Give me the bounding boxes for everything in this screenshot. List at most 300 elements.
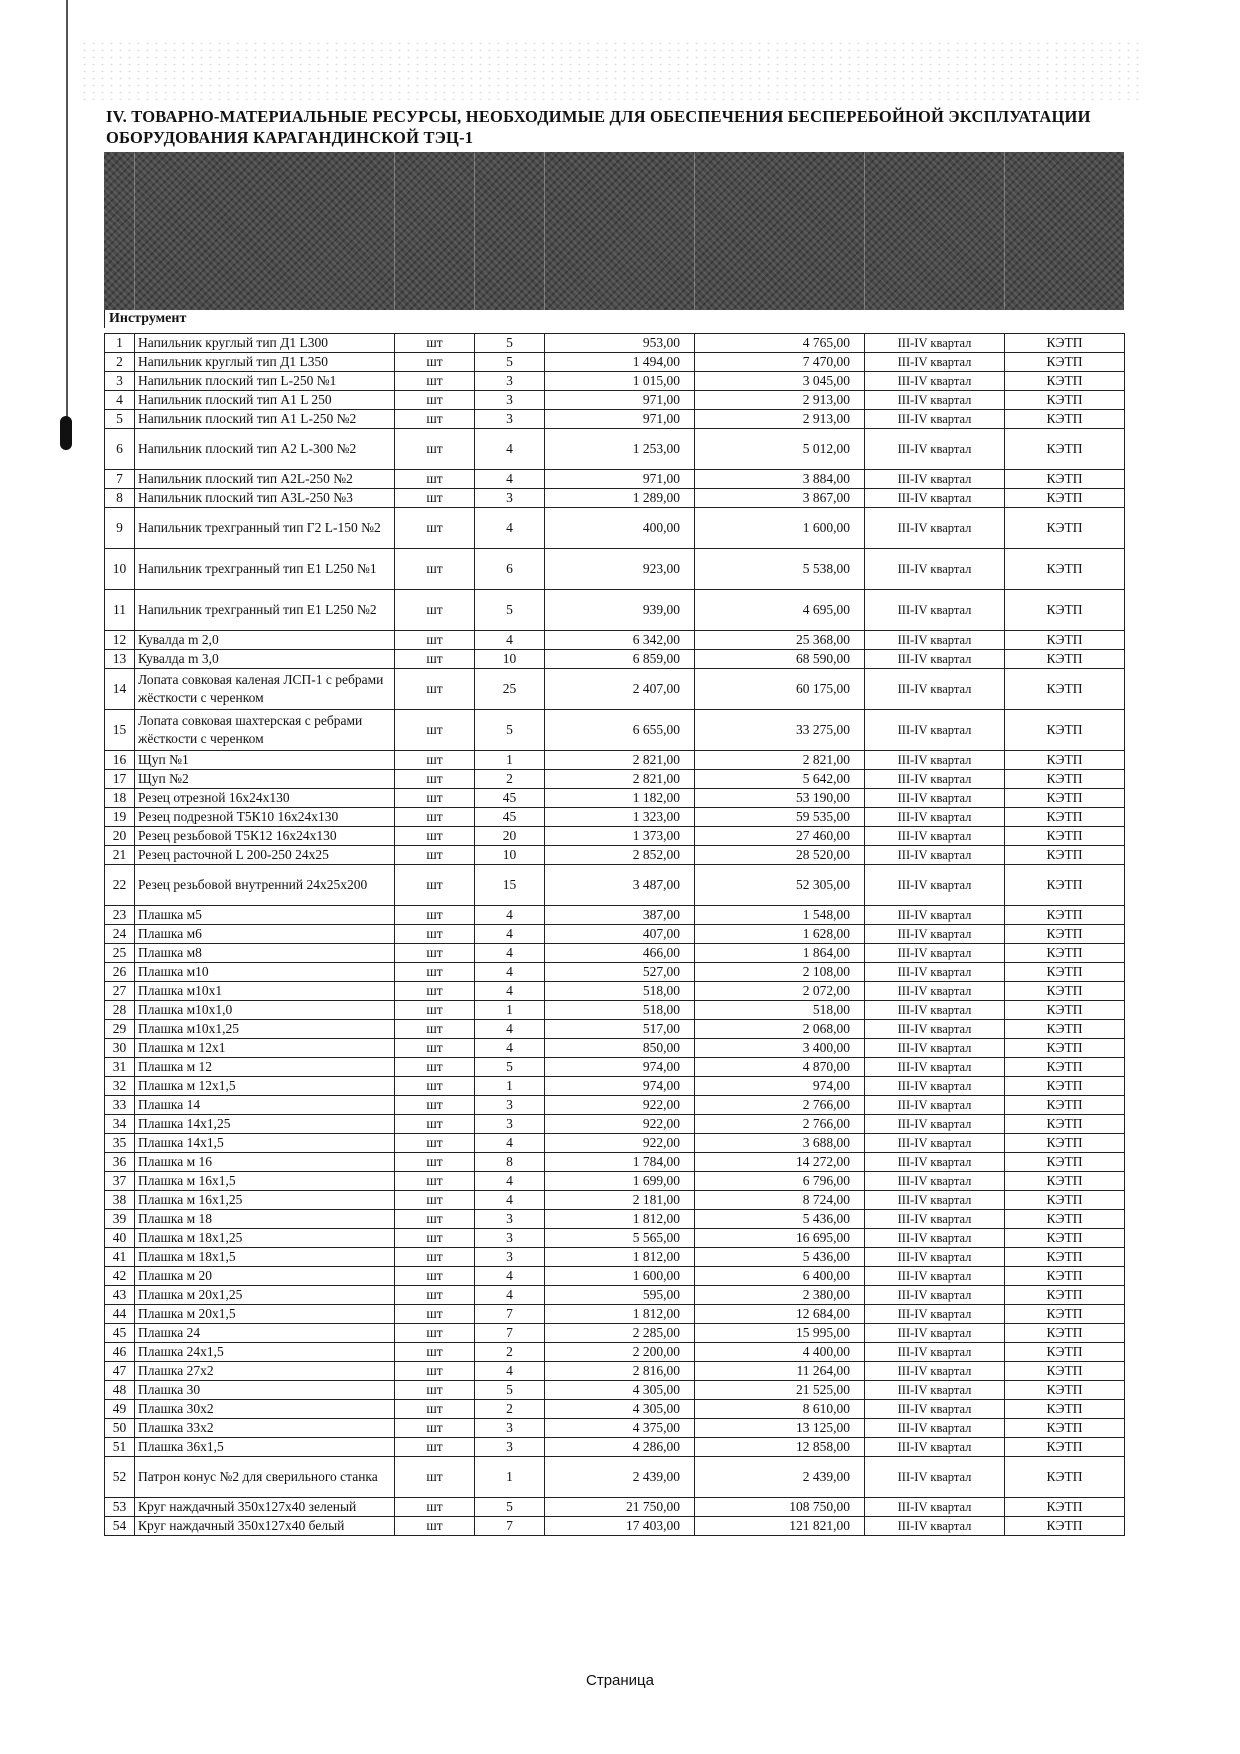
unit-price: 1 812,00 [545, 1305, 695, 1324]
table-row [105, 944, 1125, 963]
table-row [105, 1267, 1125, 1286]
row-number: 50 [105, 1419, 135, 1438]
organization: КЭТП [1005, 1305, 1125, 1324]
quantity: 4 [475, 631, 545, 650]
delivery-period: III-IV квартал [865, 549, 1005, 590]
unit-price: 4 305,00 [545, 1381, 695, 1400]
unit-of-measure: шт [395, 669, 475, 710]
unit-price: 1 784,00 [545, 1153, 695, 1172]
row-number: 52 [105, 1457, 135, 1498]
item-name: Плашка м 20 [135, 1267, 395, 1286]
total-amount: 4 400,00 [695, 1343, 865, 1362]
delivery-period: III-IV квартал [865, 1077, 1005, 1096]
item-name: Плашка м 18х1,5 [135, 1248, 395, 1267]
organization: КЭТП [1005, 410, 1125, 429]
table-row [105, 1001, 1125, 1020]
total-amount: 5 436,00 [695, 1248, 865, 1267]
organization: КЭТП [1005, 906, 1125, 925]
row-number: 9 [105, 508, 135, 549]
item-name: Плашка м 16 [135, 1153, 395, 1172]
delivery-period: III-IV квартал [865, 1343, 1005, 1362]
row-number: 43 [105, 1286, 135, 1305]
unit-of-measure: шт [395, 353, 475, 372]
table-row [105, 1134, 1125, 1153]
table-row [105, 1248, 1125, 1267]
item-name: Резец подрезной Т5К10 16х24х130 [135, 808, 395, 827]
item-name: Плашка 24 [135, 1324, 395, 1343]
unit-of-measure: шт [395, 865, 475, 906]
delivery-period: III-IV квартал [865, 1248, 1005, 1267]
unit-of-measure: шт [395, 549, 475, 590]
item-name: Плашка м10х1,0 [135, 1001, 395, 1020]
total-amount: 1 628,00 [695, 925, 865, 944]
item-name: Напильник трехгранный тип Е1 L250 №2 [135, 590, 395, 631]
total-amount: 8 724,00 [695, 1191, 865, 1210]
quantity: 45 [475, 808, 545, 827]
item-name: Плашка м 12х1 [135, 1039, 395, 1058]
quantity: 4 [475, 429, 545, 470]
total-amount: 518,00 [695, 1001, 865, 1020]
total-amount: 2 439,00 [695, 1457, 865, 1498]
scan-edge-line [66, 0, 68, 440]
quantity: 45 [475, 789, 545, 808]
unit-price: 1 323,00 [545, 808, 695, 827]
unit-of-measure: шт [395, 508, 475, 549]
quantity: 7 [475, 1517, 545, 1536]
row-number: 35 [105, 1134, 135, 1153]
delivery-period: III-IV квартал [865, 1229, 1005, 1248]
unit-price: 1 812,00 [545, 1210, 695, 1229]
total-amount: 12 858,00 [695, 1438, 865, 1457]
organization: КЭТП [1005, 1267, 1125, 1286]
unit-price: 4 305,00 [545, 1400, 695, 1419]
unit-of-measure: шт [395, 808, 475, 827]
table-row [105, 410, 1125, 429]
organization: КЭТП [1005, 925, 1125, 944]
quantity: 5 [475, 590, 545, 631]
unit-price: 2 821,00 [545, 770, 695, 789]
unit-of-measure: шт [395, 1286, 475, 1305]
organization: КЭТП [1005, 1096, 1125, 1115]
section-label: Инструмент [104, 310, 1124, 328]
row-number: 2 [105, 353, 135, 372]
unit-of-measure: шт [395, 410, 475, 429]
quantity: 1 [475, 1001, 545, 1020]
unit-price: 953,00 [545, 334, 695, 353]
unit-of-measure: шт [395, 1096, 475, 1115]
table-row [105, 391, 1125, 410]
unit-price: 971,00 [545, 470, 695, 489]
row-number: 33 [105, 1096, 135, 1115]
organization: КЭТП [1005, 1343, 1125, 1362]
unit-of-measure: шт [395, 631, 475, 650]
item-name: Плашка 24х1,5 [135, 1343, 395, 1362]
table-row [105, 1191, 1125, 1210]
unit-of-measure: шт [395, 650, 475, 669]
total-amount: 121 821,00 [695, 1517, 865, 1536]
unit-price: 1 812,00 [545, 1248, 695, 1267]
delivery-period: III-IV квартал [865, 1381, 1005, 1400]
unit-price: 923,00 [545, 549, 695, 590]
total-amount: 2 108,00 [695, 963, 865, 982]
row-number: 18 [105, 789, 135, 808]
delivery-period: III-IV квартал [865, 1153, 1005, 1172]
unit-of-measure: шт [395, 1324, 475, 1343]
total-amount: 5 012,00 [695, 429, 865, 470]
unit-price: 971,00 [545, 410, 695, 429]
unit-price: 4 286,00 [545, 1438, 695, 1457]
table-row [105, 710, 1125, 751]
organization: КЭТП [1005, 1229, 1125, 1248]
table-row [105, 489, 1125, 508]
delivery-period: III-IV квартал [865, 925, 1005, 944]
row-number: 1 [105, 334, 135, 353]
unit-of-measure: шт [395, 391, 475, 410]
organization: КЭТП [1005, 1438, 1125, 1457]
delivery-period: III-IV квартал [865, 429, 1005, 470]
total-amount: 3 884,00 [695, 470, 865, 489]
table-row [105, 1039, 1125, 1058]
total-amount: 52 305,00 [695, 865, 865, 906]
delivery-period: III-IV квартал [865, 865, 1005, 906]
total-amount: 2 913,00 [695, 391, 865, 410]
unit-price: 1 494,00 [545, 353, 695, 372]
table-row [105, 808, 1125, 827]
delivery-period: III-IV квартал [865, 372, 1005, 391]
total-amount: 14 272,00 [695, 1153, 865, 1172]
delivery-period: III-IV квартал [865, 1324, 1005, 1343]
item-name: Лопата совковая каленая ЛСП-1 с ребрами жёсткости с черенком [135, 669, 395, 710]
organization: КЭТП [1005, 1498, 1125, 1517]
unit-of-measure: шт [395, 906, 475, 925]
delivery-period: III-IV квартал [865, 489, 1005, 508]
quantity: 3 [475, 1248, 545, 1267]
quantity: 8 [475, 1153, 545, 1172]
quantity: 2 [475, 770, 545, 789]
table-row [105, 789, 1125, 808]
table-row [105, 372, 1125, 391]
unit-price: 971,00 [545, 391, 695, 410]
item-name: Резец расточной L 200-250 24х25 [135, 846, 395, 865]
delivery-period: III-IV квартал [865, 846, 1005, 865]
delivery-period: III-IV квартал [865, 1172, 1005, 1191]
delivery-period: III-IV квартал [865, 906, 1005, 925]
unit-of-measure: шт [395, 1362, 475, 1381]
row-number: 32 [105, 1077, 135, 1096]
unit-of-measure: шт [395, 1153, 475, 1172]
unit-of-measure: шт [395, 1058, 475, 1077]
quantity: 15 [475, 865, 545, 906]
table-row [105, 590, 1125, 631]
unit-of-measure: шт [395, 1498, 475, 1517]
delivery-period: III-IV квартал [865, 1096, 1005, 1115]
unit-price: 2 821,00 [545, 751, 695, 770]
row-number: 16 [105, 751, 135, 770]
item-name: Плашка 33х2 [135, 1419, 395, 1438]
row-number: 51 [105, 1438, 135, 1457]
row-number: 44 [105, 1305, 135, 1324]
delivery-period: III-IV квартал [865, 1210, 1005, 1229]
delivery-period: III-IV квартал [865, 789, 1005, 808]
delivery-period: III-IV квартал [865, 353, 1005, 372]
unit-of-measure: шт [395, 1039, 475, 1058]
organization: КЭТП [1005, 1134, 1125, 1153]
delivery-period: III-IV квартал [865, 1362, 1005, 1381]
row-number: 20 [105, 827, 135, 846]
delivery-period: III-IV квартал [865, 334, 1005, 353]
organization: КЭТП [1005, 1381, 1125, 1400]
total-amount: 60 175,00 [695, 669, 865, 710]
delivery-period: III-IV квартал [865, 944, 1005, 963]
table-row [105, 470, 1125, 489]
total-amount: 4 695,00 [695, 590, 865, 631]
item-name: Напильник плоский тип А2 L-300 №2 [135, 429, 395, 470]
unit-of-measure: шт [395, 789, 475, 808]
delivery-period: III-IV квартал [865, 710, 1005, 751]
unit-of-measure: шт [395, 827, 475, 846]
row-number: 4 [105, 391, 135, 410]
item-name: Плашка м 12 [135, 1058, 395, 1077]
delivery-period: III-IV квартал [865, 1286, 1005, 1305]
quantity: 4 [475, 982, 545, 1001]
table-row [105, 429, 1125, 470]
quantity: 4 [475, 1191, 545, 1210]
quantity: 3 [475, 1096, 545, 1115]
table-row [105, 1020, 1125, 1039]
row-number: 7 [105, 470, 135, 489]
organization: КЭТП [1005, 1058, 1125, 1077]
total-amount: 68 590,00 [695, 650, 865, 669]
item-name: Напильник круглый тип Д1 L350 [135, 353, 395, 372]
table-row [105, 827, 1125, 846]
delivery-period: III-IV квартал [865, 963, 1005, 982]
item-name: Кувалда m 3,0 [135, 650, 395, 669]
row-number: 27 [105, 982, 135, 1001]
row-number: 54 [105, 1517, 135, 1536]
table-row [105, 1172, 1125, 1191]
item-name: Щуп №2 [135, 770, 395, 789]
organization: КЭТП [1005, 489, 1125, 508]
table-row [105, 963, 1125, 982]
delivery-period: III-IV квартал [865, 1400, 1005, 1419]
table-row [105, 334, 1125, 353]
table-row [105, 1286, 1125, 1305]
total-amount: 2 072,00 [695, 982, 865, 1001]
row-number: 46 [105, 1343, 135, 1362]
item-name: Плашка м5 [135, 906, 395, 925]
delivery-period: III-IV квартал [865, 1457, 1005, 1498]
organization: КЭТП [1005, 865, 1125, 906]
quantity: 3 [475, 1115, 545, 1134]
total-amount: 53 190,00 [695, 789, 865, 808]
quantity: 4 [475, 1020, 545, 1039]
row-number: 38 [105, 1191, 135, 1210]
delivery-period: III-IV квартал [865, 410, 1005, 429]
unit-of-measure: шт [395, 1248, 475, 1267]
item-name: Плашка м8 [135, 944, 395, 963]
total-amount: 15 995,00 [695, 1324, 865, 1343]
delivery-period: III-IV квартал [865, 827, 1005, 846]
unit-price: 3 487,00 [545, 865, 695, 906]
item-name: Плашка 14х1,25 [135, 1115, 395, 1134]
delivery-period: III-IV квартал [865, 1020, 1005, 1039]
total-amount: 5 538,00 [695, 549, 865, 590]
unit-of-measure: шт [395, 1077, 475, 1096]
unit-price: 922,00 [545, 1134, 695, 1153]
unit-price: 5 565,00 [545, 1229, 695, 1248]
unit-price: 4 375,00 [545, 1419, 695, 1438]
organization: КЭТП [1005, 1001, 1125, 1020]
table-row [105, 770, 1125, 789]
row-number: 13 [105, 650, 135, 669]
organization: КЭТП [1005, 353, 1125, 372]
item-name: Плашка м6 [135, 925, 395, 944]
unit-price: 939,00 [545, 590, 695, 631]
quantity: 5 [475, 334, 545, 353]
organization: КЭТП [1005, 1172, 1125, 1191]
unit-of-measure: шт [395, 1172, 475, 1191]
unit-price: 2 852,00 [545, 846, 695, 865]
item-name: Плашка м10х1,25 [135, 1020, 395, 1039]
organization: КЭТП [1005, 1286, 1125, 1305]
unit-price: 1 182,00 [545, 789, 695, 808]
row-number: 3 [105, 372, 135, 391]
item-name: Напильник плоский тип А2L-250 №2 [135, 470, 395, 489]
row-number: 24 [105, 925, 135, 944]
organization: КЭТП [1005, 1419, 1125, 1438]
item-name: Напильник плоский тип А1 L 250 [135, 391, 395, 410]
total-amount: 3 867,00 [695, 489, 865, 508]
unit-price: 6 655,00 [545, 710, 695, 751]
unit-price: 2 816,00 [545, 1362, 695, 1381]
quantity: 4 [475, 508, 545, 549]
unit-of-measure: шт [395, 963, 475, 982]
quantity: 3 [475, 372, 545, 391]
scan-noise [80, 40, 1140, 100]
organization: КЭТП [1005, 1115, 1125, 1134]
total-amount: 974,00 [695, 1077, 865, 1096]
unit-of-measure: шт [395, 1020, 475, 1039]
organization: КЭТП [1005, 549, 1125, 590]
unit-price: 595,00 [545, 1286, 695, 1305]
item-name: Круг наждачный 350х127х40 белый [135, 1517, 395, 1536]
delivery-period: III-IV квартал [865, 669, 1005, 710]
quantity: 4 [475, 1362, 545, 1381]
organization: КЭТП [1005, 631, 1125, 650]
quantity: 3 [475, 391, 545, 410]
unit-of-measure: шт [395, 1457, 475, 1498]
item-name: Напильник трехгранный тип Г2 L-150 №2 [135, 508, 395, 549]
quantity: 20 [475, 827, 545, 846]
unit-price: 17 403,00 [545, 1517, 695, 1536]
unit-of-measure: шт [395, 1001, 475, 1020]
row-number: 45 [105, 1324, 135, 1343]
item-name: Плашка м 16х1,5 [135, 1172, 395, 1191]
unit-price: 400,00 [545, 508, 695, 549]
quantity: 3 [475, 1419, 545, 1438]
quantity: 2 [475, 1343, 545, 1362]
unit-price: 2 285,00 [545, 1324, 695, 1343]
quantity: 1 [475, 1457, 545, 1498]
organization: КЭТП [1005, 1020, 1125, 1039]
row-number: 30 [105, 1039, 135, 1058]
row-number: 6 [105, 429, 135, 470]
row-number: 28 [105, 1001, 135, 1020]
resources-table [104, 333, 1125, 1536]
table-row [105, 1343, 1125, 1362]
organization: КЭТП [1005, 982, 1125, 1001]
delivery-period: III-IV квартал [865, 1438, 1005, 1457]
unit-price: 2 407,00 [545, 669, 695, 710]
organization: КЭТП [1005, 770, 1125, 789]
unit-price: 6 859,00 [545, 650, 695, 669]
organization: КЭТП [1005, 1517, 1125, 1536]
row-number: 14 [105, 669, 135, 710]
total-amount: 4 870,00 [695, 1058, 865, 1077]
page-footer: Страница [586, 1672, 654, 1689]
item-name: Лопата совковая шахтерская с ребрами жёсткости с черенком [135, 710, 395, 751]
unit-price: 21 750,00 [545, 1498, 695, 1517]
quantity: 4 [475, 944, 545, 963]
row-number: 8 [105, 489, 135, 508]
total-amount: 5 642,00 [695, 770, 865, 789]
item-name: Напильник трехгранный тип Е1 L250 №1 [135, 549, 395, 590]
table-row [105, 508, 1125, 549]
delivery-period: III-IV квартал [865, 391, 1005, 410]
delivery-period: III-IV квартал [865, 1517, 1005, 1536]
row-number: 36 [105, 1153, 135, 1172]
delivery-period: III-IV квартал [865, 1305, 1005, 1324]
quantity: 4 [475, 470, 545, 489]
table-row [105, 1305, 1125, 1324]
total-amount: 21 525,00 [695, 1381, 865, 1400]
item-name: Плашка м 18х1,25 [135, 1229, 395, 1248]
row-number: 29 [105, 1020, 135, 1039]
organization: КЭТП [1005, 1248, 1125, 1267]
row-number: 12 [105, 631, 135, 650]
unit-of-measure: шт [395, 944, 475, 963]
quantity: 4 [475, 1286, 545, 1305]
organization: КЭТП [1005, 710, 1125, 751]
row-number: 40 [105, 1229, 135, 1248]
unit-of-measure: шт [395, 470, 475, 489]
table-row [105, 1077, 1125, 1096]
delivery-period: III-IV квартал [865, 590, 1005, 631]
unit-of-measure: шт [395, 1134, 475, 1153]
item-name: Кувалда m 2,0 [135, 631, 395, 650]
row-number: 11 [105, 590, 135, 631]
table-row [105, 1324, 1125, 1343]
item-name: Плашка 30х2 [135, 1400, 395, 1419]
quantity: 10 [475, 650, 545, 669]
total-amount: 5 436,00 [695, 1210, 865, 1229]
organization: КЭТП [1005, 1153, 1125, 1172]
organization: КЭТП [1005, 372, 1125, 391]
organization: КЭТП [1005, 846, 1125, 865]
unit-price: 1 015,00 [545, 372, 695, 391]
quantity: 7 [475, 1305, 545, 1324]
unit-of-measure: шт [395, 770, 475, 789]
table-row [105, 1229, 1125, 1248]
quantity: 3 [475, 1229, 545, 1248]
delivery-period: III-IV квартал [865, 470, 1005, 489]
delivery-period: III-IV квартал [865, 808, 1005, 827]
row-number: 53 [105, 1498, 135, 1517]
table-row [105, 631, 1125, 650]
table-row [105, 982, 1125, 1001]
organization: КЭТП [1005, 1210, 1125, 1229]
item-name: Напильник плоский тип L-250 №1 [135, 372, 395, 391]
